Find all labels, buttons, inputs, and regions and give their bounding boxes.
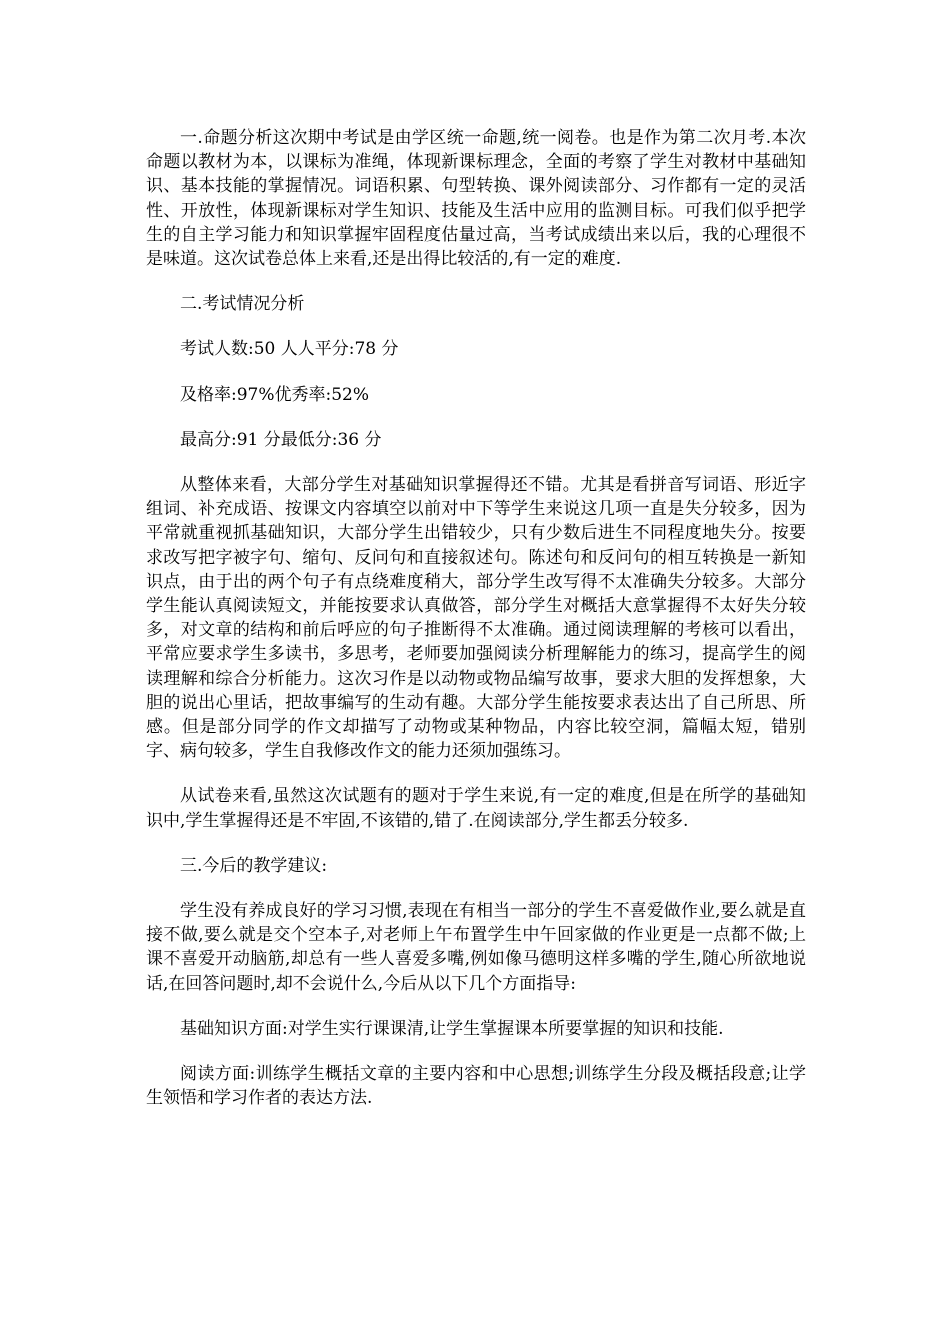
heading-exam-analysis: 二.考试情况分析 <box>180 294 305 315</box>
paragraph-basic-knowledge: 基础知识方面:对学生实行课课清,让学生掌握课本所要掌握的知识和技能. <box>180 1018 724 1039</box>
stat-highest-lowest: 最高分:91 分最低分:36 分 <box>180 429 382 450</box>
paragraph-overall-analysis: 从整体来看，大部分学生对基础知识掌握得还不错。尤其是看拼音写词语、形近字组词、补充成语、按课文内容填空以前对中下等学生来说这几项一直是失分较多，因为平常就重视抓基础知识，大部分学生出错较少，只有少数后进生不同程度地失分。按要求改写把字被字句、缩句、反问句和直接叙述句。陈述句和反问句的相互转换是一新知识点，由于出的两个句子有点绕难度稍大，部分学生改写得不太准确失分较多。大部分学生能认真阅读短文，并能按要求认真做答，部分学生对概括大意掌握得不太好失分较多，对文章的结构和前后呼应的句子推断得不太准确。通过阅读理解的考核可以看出，平常应要求学生多读书，多思考，老师要加强阅读分析理解能力的练习，提高学生的阅读理解和综合分析能力。这次习作是以动物或物品编写故事，要求大胆的发挥想象，大胆的说出心里话，把故事编写的生动有趣。大部分学生能按要求表达出了自己所思、所感。但是部分同学的作文却描写了动物或某种物品，内容比较空洞，篇幅太短，错别字、病句较多，学生自我修改作文的能力还须加强练习。 <box>146 475 806 762</box>
paragraph-reading: 阅读方面:训练学生概括文章的主要内容和中心思想;训练学生分段及概括段意;让学生领悟和学习作者的表达方法. <box>146 1064 806 1109</box>
stat-pass-excellent-rate: 及格率:97%优秀率:52% <box>180 384 370 405</box>
stat-participants-average: 考试人数:50 人人平分:78 分 <box>180 339 399 360</box>
paragraph-proposition-analysis: 一.命题分析这次期中考试是由学区统一命题,统一阅卷。也是作为第二次月考.本次命题以教材为本，以课标为准绳，体现新课标理念，全面的考察了学生对教材中基础知识、基本技能的掌握情况。词语积累、句型转换、课外阅读部分、习作都有一定的灵活性、开放性，体现新课标对学生知识、技能及生活中应用的监测目标。可我们似乎把学生的自主学习能力和知识掌握牢固程度估量过高，当考试成绩出来以后，我的心理很不是味道。这次试卷总体上来看,还是出得比较活的,有一定的难度. <box>146 128 806 270</box>
document-body <box>146 126 806 1132</box>
paragraph-study-habits: 学生没有养成良好的学习习惯,表现在有相当一部分的学生不喜爱做作业,要么就是直接不做,要么就是交个空本子,对老师上午布置学生中午回家做的作业更是一点都不做;上课不喜爱开动脑筋,却总有一些人喜爱多嘴,例如像马德明这样多嘴的学生,随心所欲地说话,在回答问题时,却不会说什么,今后从以下几个方面指导: <box>146 901 806 994</box>
heading-teaching-suggestions: 三.今后的教学建议: <box>180 855 328 876</box>
paragraph-paper-review: 从试卷来看,虽然这次试题有的题对于学生来说,有一定的难度,但是在所学的基础知识中,学生掌握得还是不牢固,不该错的,错了.在阅读部分,学生都丢分较多. <box>146 786 806 831</box>
